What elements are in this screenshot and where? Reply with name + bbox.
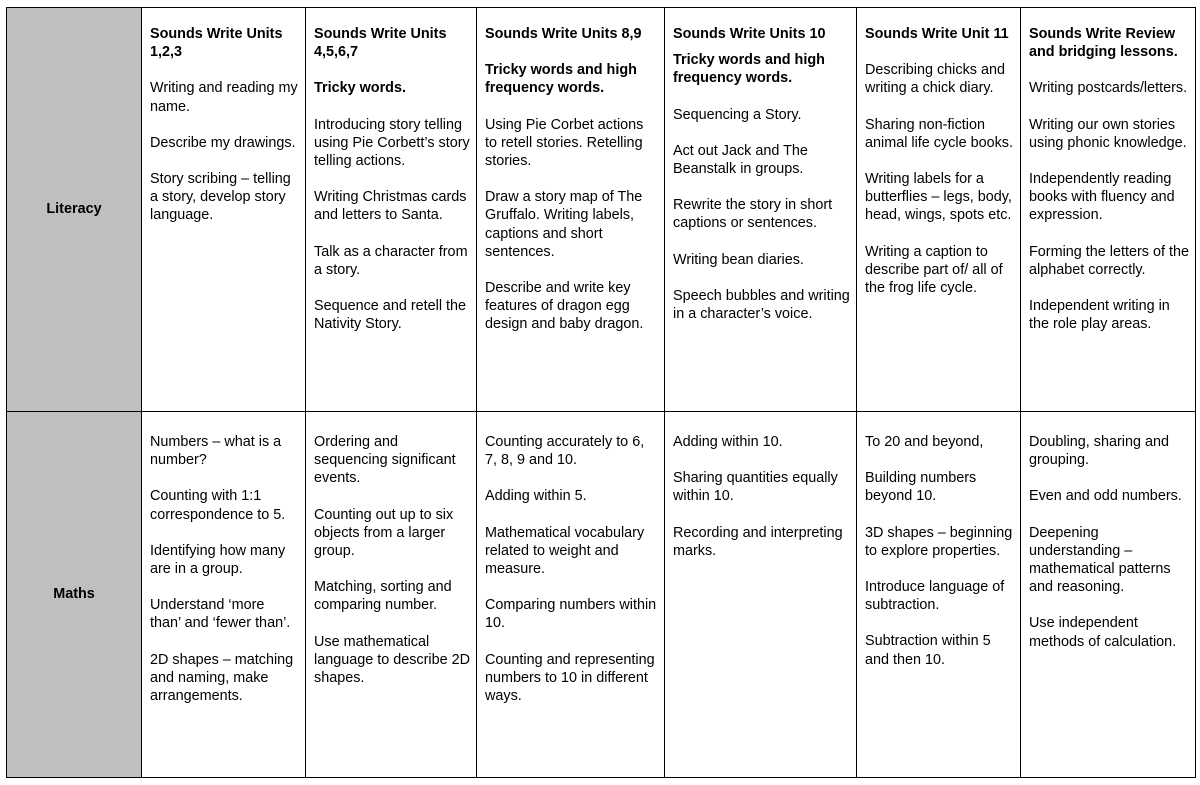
cell-paragraph: Recording and interpreting marks. xyxy=(673,524,843,559)
cell-paragraph: Forming the letters of the alphabet correctly. xyxy=(1029,243,1189,278)
cell-paragraph: Writing our own stories using phonic knowledge. xyxy=(1029,116,1187,151)
cell-heading: Sounds Write Units 1,2,3 xyxy=(150,26,283,61)
cell-paragraph: Matching, sorting and comparing number. xyxy=(314,579,452,614)
cell-paragraph: Understand ‘more than’ and ‘fewer than’. xyxy=(150,597,291,632)
cell-subheading: Tricky words and high frequency words. xyxy=(485,62,637,97)
cell-paragraph: Writing a caption to describe part of/ all of the frog life cycle. xyxy=(865,243,1003,297)
maths-cell-2 xyxy=(306,412,477,778)
cell-paragraph: Subtraction within 5 and then 10. xyxy=(865,633,991,668)
maths-cell-6 xyxy=(1021,412,1196,778)
cell-paragraph: 2D shapes – matching and naming, make arrangements. xyxy=(150,651,294,705)
cell-paragraph: Deepening understanding – mathematical patterns and reasoning. xyxy=(1029,524,1171,596)
cell-paragraph: Introducing story telling using Pie Corbett’s story telling actions. xyxy=(314,116,470,170)
cell-paragraph: Even and odd numbers. xyxy=(1029,488,1182,505)
literacy-row-label: Literacy xyxy=(7,8,142,412)
cell-paragraph: Numbers – what is a number? xyxy=(150,434,282,469)
cell-paragraph: Using Pie Corbet actions to retell stories. Retelling stories. xyxy=(485,116,644,170)
cell-paragraph: Use independent methods of calculation. xyxy=(1029,615,1177,650)
cell-subheading: Tricky words and high frequency words. xyxy=(673,52,825,87)
cell-paragraph: Draw a story map of The Gruffalo. Writing labels, captions and short sentences. xyxy=(485,189,643,260)
maths-cell-5 xyxy=(857,412,1021,778)
curriculum-table xyxy=(6,7,1196,778)
cell-paragraph: Independently reading books with fluency and expression. xyxy=(1029,171,1175,224)
cell-paragraph: Describe my drawings. xyxy=(150,134,296,151)
cell-paragraph: Writing and reading my name. xyxy=(150,80,298,115)
literacy-cell-1 xyxy=(142,8,306,412)
literacy-cell-3 xyxy=(477,8,665,412)
cell-paragraph: Talk as a character from a story. xyxy=(314,243,468,278)
cell-paragraph: Independent writing in the role play areas. xyxy=(1029,298,1170,333)
cell-paragraph: 3D shapes – beginning to explore properties. xyxy=(865,524,1013,559)
maths-cell-3 xyxy=(477,412,665,778)
cell-paragraph: Sharing non-fiction animal life cycle books. xyxy=(865,116,1013,151)
literacy-row xyxy=(7,8,1196,412)
cell-paragraph: Rewrite the story in short captions or sentences. xyxy=(673,197,833,232)
cell-paragraph: Doubling, sharing and grouping. xyxy=(1029,434,1170,469)
cell-paragraph: Writing bean diaries. xyxy=(673,251,804,268)
maths-cell-1 xyxy=(142,412,306,778)
cell-paragraph: Speech bubbles and writing in a character’s voice. xyxy=(673,287,850,323)
cell-heading: Sounds Write Units 10 xyxy=(673,26,826,42)
cell-paragraph: Writing postcards/letters. xyxy=(1029,80,1188,97)
cell-paragraph: Writing Christmas cards and letters to Santa. xyxy=(314,189,467,224)
cell-paragraph: Building numbers beyond 10. xyxy=(865,470,977,505)
cell-paragraph: Sequence and retell the Nativity Story. xyxy=(314,298,467,333)
cell-paragraph: Writing labels for a butterflies – legs, body, head, wings, spots etc. xyxy=(865,171,1012,224)
cell-heading: Sounds Write Units 8,9 xyxy=(485,26,642,42)
cell-paragraph: Comparing numbers within 10. xyxy=(485,597,657,632)
cell-paragraph: Adding within 10. xyxy=(673,434,783,450)
cell-paragraph: Mathematical vocabulary related to weight and measure. xyxy=(485,524,645,578)
cell-heading: Sounds Write Unit 11 xyxy=(865,26,1009,42)
literacy-cell-5 xyxy=(857,8,1021,412)
cell-paragraph: Sequencing a Story. xyxy=(673,106,802,123)
maths-cell-4 xyxy=(665,412,857,778)
cell-paragraph: Counting accurately to 6, 7, 8, 9 and 10. xyxy=(485,434,645,469)
cell-heading: Sounds Write Review and bridging lessons. xyxy=(1029,26,1178,61)
literacy-cell-6 xyxy=(1021,8,1196,412)
cell-paragraph: Counting out up to six objects from a larger group. xyxy=(314,506,454,560)
maths-row xyxy=(7,412,1196,778)
cell-paragraph: Act out Jack and The Beanstalk in groups. xyxy=(673,142,808,178)
cell-paragraph: To 20 and beyond, xyxy=(865,434,984,450)
cell-paragraph: Adding within 5. xyxy=(485,488,587,505)
cell-paragraph: Ordering and sequencing significant events. xyxy=(314,434,456,487)
cell-paragraph: Introduce language of subtraction. xyxy=(865,579,1005,614)
cell-paragraph: Use mathematical language to describe 2D shapes. xyxy=(314,633,471,687)
cell-paragraph: Describing chicks and writing a chick diary. xyxy=(865,62,1005,97)
cell-subheading: Tricky words. xyxy=(314,80,406,97)
cell-paragraph: Describe and write key features of dragon egg design and baby dragon. xyxy=(485,280,644,333)
cell-heading: Sounds Write Units 4,5,6,7 xyxy=(314,26,447,61)
cell-paragraph: Counting and representing numbers to 10 in different ways. xyxy=(485,651,655,705)
cell-paragraph: Story scribing – telling a story, develop story language. xyxy=(150,171,291,224)
cell-paragraph: Sharing quantities equally within 10. xyxy=(673,470,838,505)
maths-row-label: Maths xyxy=(7,412,142,778)
cell-paragraph: Counting with 1:1 correspondence to 5. xyxy=(150,488,286,523)
literacy-cell-2 xyxy=(306,8,477,412)
literacy-cell-4 xyxy=(665,8,857,412)
cell-paragraph: Identifying how many are in a group. xyxy=(150,542,286,578)
